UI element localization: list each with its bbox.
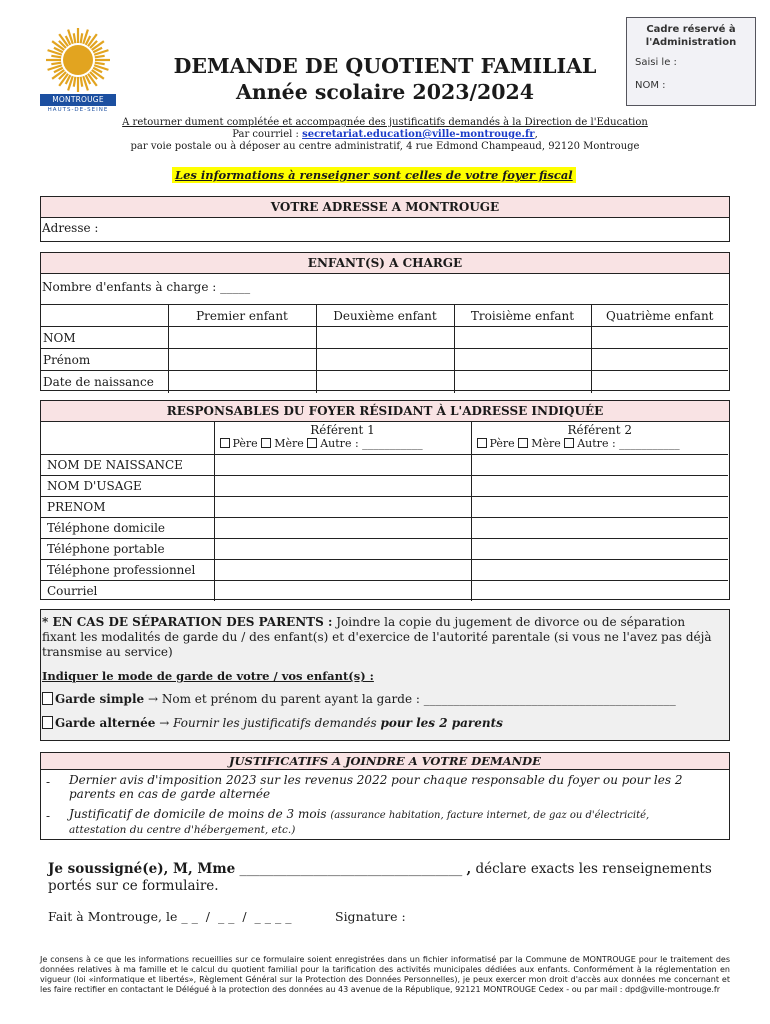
row-label-courriel: Courriel: [40, 580, 214, 601]
table-row: [40, 371, 728, 393]
table-row: [40, 538, 728, 559]
table-row: [40, 496, 728, 517]
logo-name: MONTROUGE: [40, 94, 116, 106]
row-label-tel-portable: Téléphone portable: [40, 538, 214, 559]
page-title: DEMANDE DE QUOTIENT FAMILIAL: [173, 54, 597, 78]
cell-input[interactable]: [214, 559, 471, 580]
cell-input[interactable]: [168, 371, 316, 393]
cell-input[interactable]: [214, 496, 471, 517]
cell-input[interactable]: [471, 559, 728, 580]
mere-label-2: Mère: [531, 437, 561, 450]
cell-input[interactable]: [471, 496, 728, 517]
cell-input[interactable]: [316, 371, 454, 393]
autre-label-1: Autre : ___________: [320, 437, 423, 450]
cell-input[interactable]: [471, 454, 728, 475]
children-count-field[interactable]: Nombre d'enfants à charge : _____: [42, 280, 251, 294]
pere-checkbox-2[interactable]: [477, 438, 487, 448]
table-row: [40, 517, 728, 538]
cell-input[interactable]: [168, 349, 316, 371]
pere-label-1: Père: [232, 437, 258, 450]
referent-1-header: [214, 422, 471, 454]
admin-reserved-box: [626, 17, 756, 106]
row-label-nom-naissance: NOM DE NAISSANCE: [40, 454, 214, 475]
children-header: ENFANT(S) A CHARGE: [41, 253, 729, 274]
referent-1-title: Référent 1: [310, 423, 375, 437]
cell-input[interactable]: [591, 371, 728, 393]
justificatif-1-line-1: Dernier avis d'imposition 2023 sur les revenus 2022 pour chaque responsable du foyer ou pour les 2: [69, 773, 683, 787]
cell-input[interactable]: [214, 580, 471, 601]
cell-input[interactable]: [214, 475, 471, 496]
row-label-date-naissance: Date de naissance: [40, 371, 168, 393]
referent-2-title: Référent 2: [567, 423, 633, 437]
responsables-table: [40, 422, 728, 601]
responsables-header: RESPONSABLES DU FOYER RÉSIDANT À L'ADRESSE INDIQUÉE: [41, 401, 729, 422]
signature-label: Signature :: [335, 909, 406, 924]
justificatif-2-line-1a: Justificatif de domicile de moins de 3 mois: [69, 807, 331, 821]
table-row: [40, 475, 728, 496]
autre-checkbox-2[interactable]: [564, 438, 574, 448]
separation-section: [40, 609, 730, 741]
cell-input[interactable]: [454, 371, 591, 393]
garde-alternee-text: → Fournir les justificatifs demandés: [155, 716, 381, 730]
cell-input[interactable]: [168, 327, 316, 349]
justificatif-item-1: [69, 773, 721, 801]
cell-input[interactable]: [214, 517, 471, 538]
pere-label-2: Père: [489, 437, 515, 450]
dash-icon: -: [46, 775, 51, 789]
address-header: VOTRE ADRESSE A MONTROUGE: [41, 197, 729, 218]
garde-simple-row: [42, 692, 676, 706]
rgpd-footer: Je consens à ce que les informations recueillies sur ce formulaire soient enregistrées dans un fichier informatisé par la Commune de MONTROUGE pour le traitement des données relatives à ma famille et le calcul du quotient familial pour la tarification des activités municipales dédiées aux enfants. Conformément à la réglementation en vigueur (loi «informatique et libertés», Règlement Général sur la Protection des Données Personnelles), je peux exercer mon droit d'accès aux données me concernant et les faire rectifier en contactant le Délégué à la protection des données au 43 avenue de la République, 92121 MONTROUGE Cedex - ou par mail : dpd@ville-montrouge.fr: [40, 955, 730, 994]
address-field[interactable]: Adresse :: [42, 221, 99, 235]
separation-title: * EN CAS DE SÉPARATION DES PARENTS :: [42, 615, 333, 629]
declaration-block: [48, 861, 738, 895]
date-field[interactable]: Fait à Montrouge, le _ _ / _ _ / _ _ _ _: [48, 909, 292, 924]
declaration-text: déclare exacts les renseignements: [471, 861, 712, 877]
row-label-prenom: Prénom: [40, 349, 168, 371]
separation-text: [42, 615, 730, 660]
referent-2-options: [475, 437, 726, 450]
table-row: [40, 559, 728, 580]
justificatif-item-2: [69, 807, 721, 837]
autre-label-2: Autre : ___________: [577, 437, 680, 450]
fiscal-notice: Les informations à renseigner sont celles de votre foyer fiscal: [172, 167, 576, 183]
pere-checkbox-1[interactable]: [220, 438, 230, 448]
autre-checkbox-1[interactable]: [307, 438, 317, 448]
cell-input[interactable]: [471, 580, 728, 601]
logo-subtitle: HAUTS-DE-SEINE: [47, 107, 109, 113]
col-premier-enfant: Premier enfant: [168, 305, 316, 327]
garde-alternee-label: Garde alternée: [55, 716, 156, 730]
intro-line-2: Par courriel : secretariat.education@ville-montrouge.fr,: [232, 129, 538, 140]
justificatif-2-line-1b: (assurance habitation, facture internet, de gaz ou d'électricité,: [330, 810, 650, 821]
admin-box-title: Cadre réservé à l'Administration: [645, 24, 737, 48]
justificatifs-header: JUSTIFICATIFS A JOINDRE A VOTRE DEMANDE: [41, 753, 729, 770]
garde-alternee-row: [42, 716, 503, 730]
resp-col-empty: [40, 422, 214, 454]
row-label-tel-domicile: Téléphone domicile: [40, 517, 214, 538]
children-col-empty: [40, 305, 168, 327]
cell-input[interactable]: [454, 349, 591, 371]
col-troisieme-enfant: Troisième enfant: [454, 305, 591, 327]
col-deuxieme-enfant: Deuxième enfant: [316, 305, 454, 327]
cell-input[interactable]: [214, 538, 471, 559]
cell-input[interactable]: [316, 327, 454, 349]
separation-text-2: fixant les modalités de garde du / des enfant(s) et d'exercice de l'autorité parentale (si vous ne l'avez pas déjà: [42, 630, 712, 644]
referent-2-header: [471, 422, 728, 454]
intro-line-1: A retourner dument complétée et accompagnée des justificatifs demandés à la Direction de l'Education: [122, 117, 648, 128]
sun-emblem-icon: [40, 24, 116, 94]
separation-text-1: Joindre la copie du jugement de divorce ou de séparation: [332, 615, 686, 629]
montrouge-logo: [40, 24, 116, 116]
responsables-section: [40, 400, 730, 600]
garde-simple-label: Garde simple: [55, 692, 145, 706]
declaration-name-field[interactable]: _________________________________: [235, 861, 467, 877]
declaration-bold: Je soussigné(e), M, Mme: [48, 861, 236, 877]
children-table: [40, 304, 728, 393]
referent-1-options: [218, 437, 468, 450]
address-section: [40, 196, 730, 242]
col-quatrieme-enfant: Quatrième enfant: [591, 305, 728, 327]
row-label-prenom: PRENOM: [40, 496, 214, 517]
cell-input[interactable]: [591, 349, 728, 371]
admin-saisi-label: Saisi le :: [635, 57, 677, 68]
cell-input[interactable]: [471, 538, 728, 559]
children-section: [40, 252, 730, 391]
mere-checkbox-1[interactable]: [261, 438, 271, 448]
justificatif-1-line-2: parents en cas de garde alternée: [69, 787, 271, 801]
intro-line-3: par voie postale ou à déposer au centre administratif, 4 rue Edmond Champeaud, 92120 Montrouge: [130, 141, 640, 152]
row-label-nom-usage: NOM D'USAGE: [40, 475, 214, 496]
table-row: [40, 580, 728, 601]
garde-alternee-bold: pour les 2 parents: [380, 716, 503, 730]
cell-input[interactable]: [454, 327, 591, 349]
admin-nom-label: NOM :: [635, 80, 666, 91]
page-subtitle: Année scolaire 2023/2024: [235, 80, 535, 104]
justificatif-2-line-2: attestation du centre d'hébergement, etc.): [69, 824, 296, 836]
garde-simple-checkbox[interactable]: [42, 692, 53, 705]
separation-text-3: transmise au service): [42, 645, 173, 659]
table-row: [40, 327, 728, 349]
table-row: [40, 454, 728, 475]
mode-garde-label: Indiquer le mode de garde de votre / vos enfant(s) :: [42, 669, 374, 683]
table-row: [40, 349, 728, 371]
cell-input[interactable]: [316, 349, 454, 371]
row-label-nom: NOM: [40, 327, 168, 349]
cell-input[interactable]: [471, 517, 728, 538]
garde-simple-text: → Nom et prénom du parent ayant la garde : __________________________________________: [144, 692, 676, 706]
justificatifs-section: [40, 752, 730, 840]
row-label-tel-pro: Téléphone professionnel: [40, 559, 214, 580]
declaration-text-2: portés sur ce formulaire.: [48, 878, 219, 894]
garde-alternee-checkbox[interactable]: [42, 716, 53, 729]
cell-input[interactable]: [471, 475, 728, 496]
mere-checkbox-2[interactable]: [518, 438, 528, 448]
declaration-comma: ,: [466, 861, 472, 877]
cell-input[interactable]: [214, 454, 471, 475]
email-link[interactable]: secretariat.education@ville-montrouge.fr: [302, 129, 535, 140]
mere-label-1: Mère: [274, 437, 304, 450]
cell-input[interactable]: [591, 327, 728, 349]
dash-icon: -: [46, 809, 51, 823]
